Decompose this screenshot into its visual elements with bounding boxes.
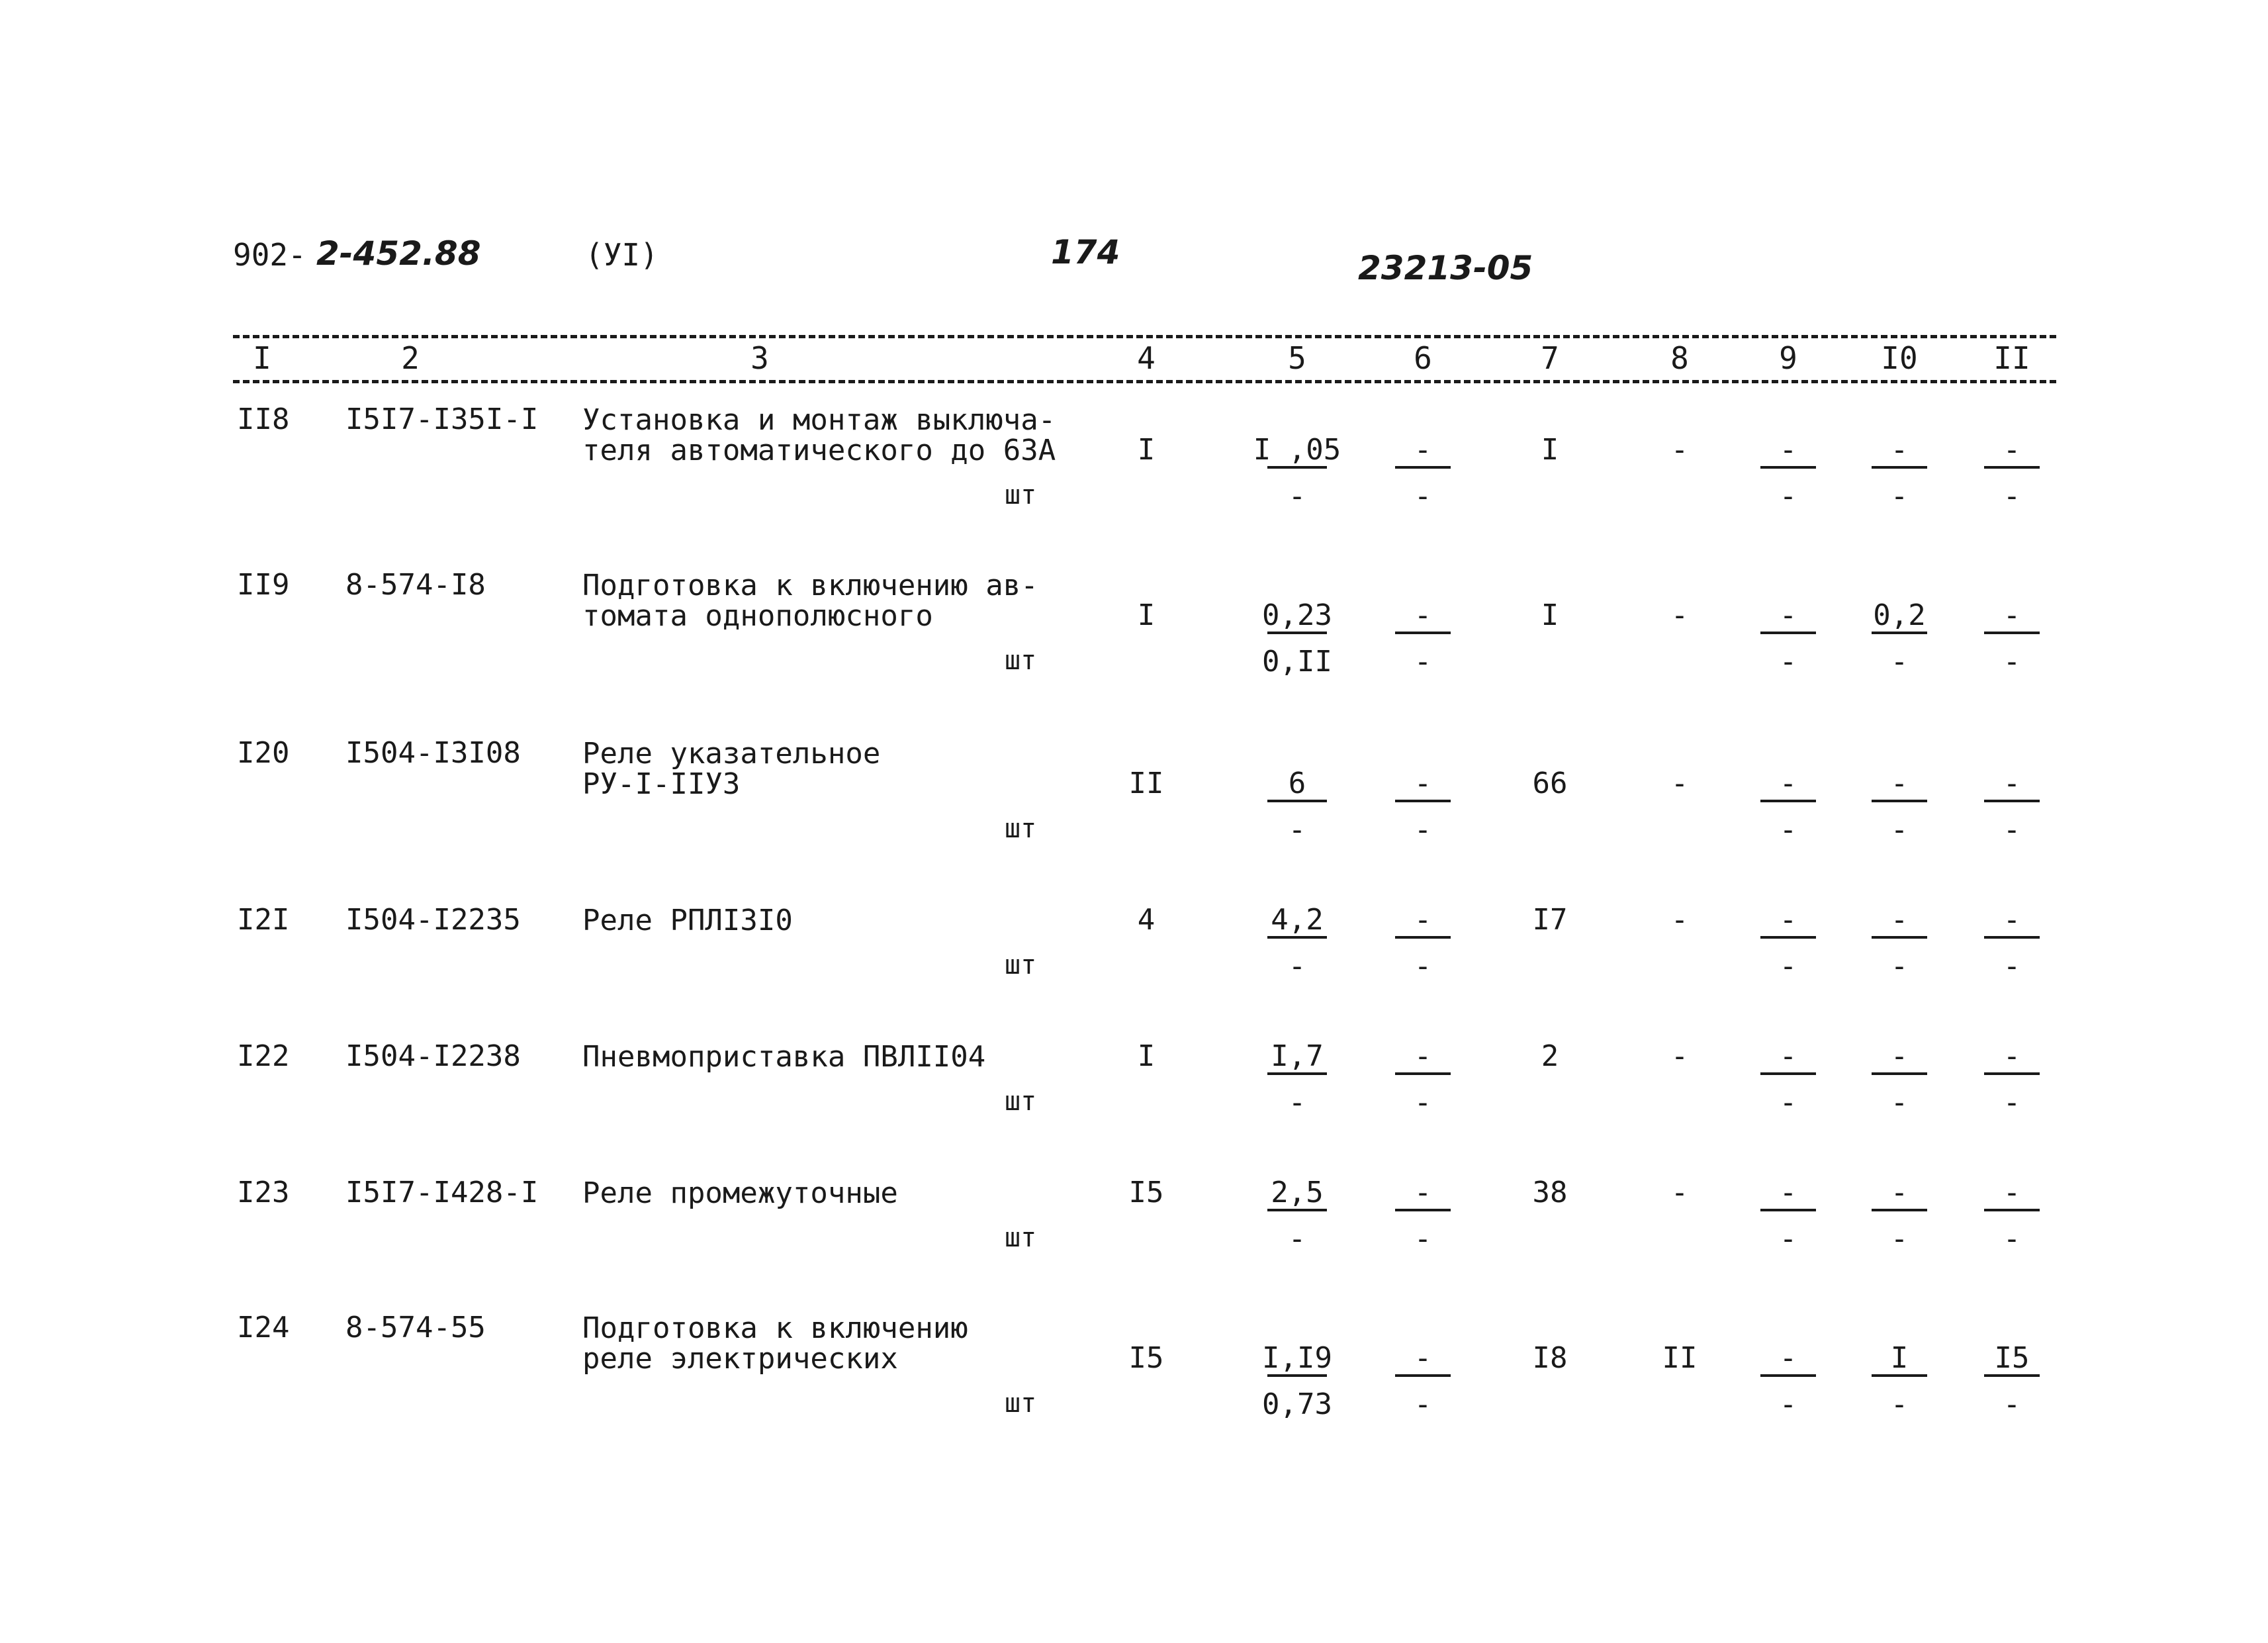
cell-col10-rule <box>1872 466 1927 469</box>
cell-col7: 2 <box>1541 1039 1559 1073</box>
cell-col6-top: - <box>1414 1039 1432 1073</box>
column-header-6: 6 <box>1414 340 1432 376</box>
cell-col10-bottom: - <box>1890 813 1909 847</box>
column-header-1: I <box>253 340 271 376</box>
cell-col10-bottom: - <box>1890 479 1909 513</box>
cell-col7: I8 <box>1532 1341 1568 1375</box>
cell-col5-bottom: - <box>1288 813 1306 847</box>
row-code: I5I7-I35I-I <box>345 402 539 436</box>
cell-col11-top: - <box>2003 1039 2021 1073</box>
cell-col10-top: I <box>1890 1341 1909 1375</box>
cell-col9-top: - <box>1779 598 1797 632</box>
cell-col9-rule <box>1760 1072 1816 1075</box>
cell-col10-top: 0,2 <box>1873 598 1926 632</box>
cell-col5-bottom: 0,73 <box>1262 1387 1332 1421</box>
cell-col6-rule <box>1395 466 1451 469</box>
cell-col5-top: I ,05 <box>1253 433 1341 467</box>
column-header-8: 8 <box>1670 340 1689 376</box>
cell-col11-bottom: - <box>2003 479 2021 513</box>
row-quantity: II <box>1128 767 1164 800</box>
cell-col6-top: - <box>1414 1176 1432 1209</box>
row-description-line: Пневмоприставка ПВЛII04 <box>582 1040 986 1074</box>
cell-col9-top: - <box>1779 433 1797 467</box>
row-description-line: теля автоматического до 63А <box>582 434 1056 467</box>
cell-col10-bottom: - <box>1890 645 1909 679</box>
row-quantity: I5 <box>1128 1341 1164 1375</box>
cell-col6-rule <box>1395 1374 1451 1377</box>
cell-col5-top: 0,23 <box>1262 598 1332 632</box>
cell-col5-top: 2,5 <box>1271 1176 1324 1209</box>
cell-col6-rule <box>1395 1209 1451 1211</box>
row-description-line: Подготовка к включению <box>582 1311 968 1345</box>
cell-col5-bottom: - <box>1288 1222 1306 1256</box>
row-description-line: Подготовка к включению ав- <box>582 569 1038 602</box>
cell-col9-top: - <box>1779 767 1797 800</box>
cell-col10-rule <box>1872 936 1927 939</box>
doc-number-handwritten: 2-452.88 <box>316 234 481 273</box>
cell-col8: - <box>1670 1039 1689 1073</box>
cell-col6-rule <box>1395 800 1451 802</box>
cell-col5-top: 6 <box>1288 767 1306 800</box>
cell-col5-rule <box>1267 1072 1327 1075</box>
cell-col5-top: I,I9 <box>1262 1341 1332 1375</box>
cell-col11-top: - <box>2003 433 2021 467</box>
column-header-5: 5 <box>1288 340 1306 376</box>
cell-col6-rule <box>1395 1072 1451 1075</box>
row-number: I23 <box>237 1176 290 1209</box>
row-quantity: I5 <box>1128 1176 1164 1209</box>
cell-col6-bottom: - <box>1414 1086 1432 1119</box>
column-header-3: 3 <box>750 340 769 376</box>
cell-col6-bottom: - <box>1414 645 1432 679</box>
row-code: I504-I3I08 <box>345 736 521 770</box>
cell-col9-rule <box>1760 1209 1816 1211</box>
cell-col9-bottom: - <box>1779 1222 1797 1256</box>
row-code: 8-574-55 <box>345 1311 486 1344</box>
cell-col6-top: - <box>1414 598 1432 632</box>
cell-col5-top: I,7 <box>1271 1039 1324 1073</box>
cell-col7: I7 <box>1532 903 1568 937</box>
row-number: II8 <box>237 402 290 436</box>
section-label: (УI) <box>585 237 658 273</box>
cell-col5-rule <box>1267 800 1327 802</box>
cell-col11-top: - <box>2003 903 2021 937</box>
cell-col9-bottom: - <box>1779 645 1797 679</box>
cell-col10-bottom: - <box>1890 949 1909 983</box>
row-unit: шт <box>1005 1223 1037 1253</box>
cell-col8: - <box>1670 903 1689 937</box>
row-number: I20 <box>237 736 290 770</box>
cell-col5-bottom: - <box>1288 479 1306 513</box>
cell-col10-top: - <box>1890 903 1909 937</box>
row-description-line: Реле указательное <box>582 737 881 771</box>
cell-col9-rule <box>1760 936 1816 939</box>
cell-col11-rule <box>1984 1209 2040 1211</box>
row-unit: шт <box>1005 950 1037 980</box>
cell-col6-rule <box>1395 936 1451 939</box>
cell-col10-bottom: - <box>1890 1387 1909 1421</box>
cell-col11-bottom: - <box>2003 813 2021 847</box>
column-header-7: 7 <box>1541 340 1559 376</box>
row-quantity: 4 <box>1137 903 1156 937</box>
cell-col11-rule <box>1984 1374 2040 1377</box>
cell-col8: - <box>1670 1176 1689 1209</box>
header-rule-bottom <box>233 380 2056 383</box>
cell-col10-rule <box>1872 800 1927 802</box>
doc-prefix: 902- <box>233 237 306 273</box>
cell-col8: - <box>1670 767 1689 800</box>
cell-col9-bottom: - <box>1779 1086 1797 1119</box>
cell-col11-bottom: - <box>2003 1086 2021 1119</box>
row-description-line: Установка и монтаж выключа- <box>582 403 1056 437</box>
cell-col11-bottom: - <box>2003 645 2021 679</box>
cell-col10-bottom: - <box>1890 1222 1909 1256</box>
cell-col6-top: - <box>1414 903 1432 937</box>
cell-col11-top: - <box>2003 767 2021 800</box>
cell-col9-top: - <box>1779 903 1797 937</box>
cell-col10-rule <box>1872 1209 1927 1211</box>
row-quantity: I <box>1137 598 1156 632</box>
cell-col7: 66 <box>1532 767 1568 800</box>
cell-col8: - <box>1670 433 1689 467</box>
row-number: I22 <box>237 1039 290 1073</box>
row-unit: шт <box>1005 480 1037 510</box>
cell-col11-bottom: - <box>2003 949 2021 983</box>
column-header-9: 9 <box>1779 340 1797 376</box>
cell-col10-top: - <box>1890 767 1909 800</box>
cell-col7: I <box>1541 598 1559 632</box>
cell-col10-rule <box>1872 1072 1927 1075</box>
row-code: I5I7-I428-I <box>345 1176 539 1209</box>
column-header-11: II <box>1993 340 2030 376</box>
row-description-line: реле электрических <box>582 1342 898 1376</box>
page-number: 174 <box>1051 233 1120 271</box>
row-code: I504-I2235 <box>345 903 521 937</box>
cell-col5-rule <box>1267 1374 1327 1377</box>
cell-col9-top: - <box>1779 1039 1797 1073</box>
cell-col11-rule <box>1984 632 2040 634</box>
row-unit: шт <box>1005 814 1037 844</box>
cell-col7: I <box>1541 433 1559 467</box>
cell-col5-rule <box>1267 466 1327 469</box>
cell-col11-bottom: - <box>2003 1387 2021 1421</box>
cell-col9-top: - <box>1779 1176 1797 1209</box>
column-header-10: I0 <box>1881 340 1918 376</box>
cell-col7: 38 <box>1532 1176 1568 1209</box>
row-number: II9 <box>237 568 290 602</box>
cell-col9-bottom: - <box>1779 949 1797 983</box>
cell-col6-bottom: - <box>1414 813 1432 847</box>
cell-col10-rule <box>1872 1374 1927 1377</box>
row-code: 8-574-I8 <box>345 568 486 602</box>
cell-col11-rule <box>1984 1072 2040 1075</box>
row-quantity: I <box>1137 1039 1156 1073</box>
cell-col10-top: - <box>1890 1176 1909 1209</box>
cell-col11-bottom: - <box>2003 1222 2021 1256</box>
cell-col9-top: - <box>1779 1341 1797 1375</box>
cell-col8: - <box>1670 598 1689 632</box>
row-unit: шт <box>1005 1086 1037 1117</box>
cell-col10-top: - <box>1890 433 1909 467</box>
cell-col9-bottom: - <box>1779 1387 1797 1421</box>
cell-col5-bottom: - <box>1288 949 1306 983</box>
cell-col9-bottom: - <box>1779 813 1797 847</box>
row-number: I24 <box>237 1311 290 1344</box>
cell-col9-rule <box>1760 632 1816 634</box>
cell-col6-bottom: - <box>1414 1222 1432 1256</box>
cell-col9-bottom: - <box>1779 479 1797 513</box>
cell-col5-top: 4,2 <box>1271 903 1324 937</box>
cell-col5-bottom: 0,II <box>1262 645 1332 679</box>
cell-col6-top: - <box>1414 433 1432 467</box>
cell-col11-top: - <box>2003 598 2021 632</box>
cell-col6-top: - <box>1414 767 1432 800</box>
cell-col6-top: - <box>1414 1341 1432 1375</box>
row-code: I504-I2238 <box>345 1039 521 1073</box>
cell-col11-rule <box>1984 800 2040 802</box>
cell-col5-rule <box>1267 1209 1327 1211</box>
cell-col6-bottom: - <box>1414 949 1432 983</box>
column-header-2: 2 <box>401 340 420 376</box>
row-unit: шт <box>1005 1388 1037 1419</box>
cell-col11-rule <box>1984 936 2040 939</box>
column-header-4: 4 <box>1137 340 1156 376</box>
cell-col11-top: - <box>2003 1176 2021 1209</box>
row-unit: шт <box>1005 645 1037 676</box>
row-number: I2I <box>237 903 290 937</box>
cell-col8: II <box>1662 1341 1698 1375</box>
cell-col6-rule <box>1395 632 1451 634</box>
cell-col10-bottom: - <box>1890 1086 1909 1119</box>
row-description-line: Реле промежуточные <box>582 1176 898 1210</box>
row-description-line: томата однополюсного <box>582 599 933 633</box>
cell-col9-rule <box>1760 800 1816 802</box>
cell-col9-rule <box>1760 1374 1816 1377</box>
cell-col11-rule <box>1984 466 2040 469</box>
cell-col6-bottom: - <box>1414 1387 1432 1421</box>
cell-col11-top: I5 <box>1994 1341 2030 1375</box>
cell-col5-rule <box>1267 632 1327 634</box>
cell-col5-rule <box>1267 936 1327 939</box>
row-description-line: РУ-I-IIУ3 <box>582 767 741 801</box>
doc-code: 23213-05 <box>1358 249 1533 287</box>
cell-col5-bottom: - <box>1288 1086 1306 1119</box>
cell-col10-rule <box>1872 632 1927 634</box>
header-rule-top <box>233 335 2056 338</box>
cell-col6-bottom: - <box>1414 479 1432 513</box>
row-description-line: Реле РПЛI3I0 <box>582 904 793 937</box>
cell-col9-rule <box>1760 466 1816 469</box>
row-quantity: I <box>1137 433 1156 467</box>
cell-col10-top: - <box>1890 1039 1909 1073</box>
